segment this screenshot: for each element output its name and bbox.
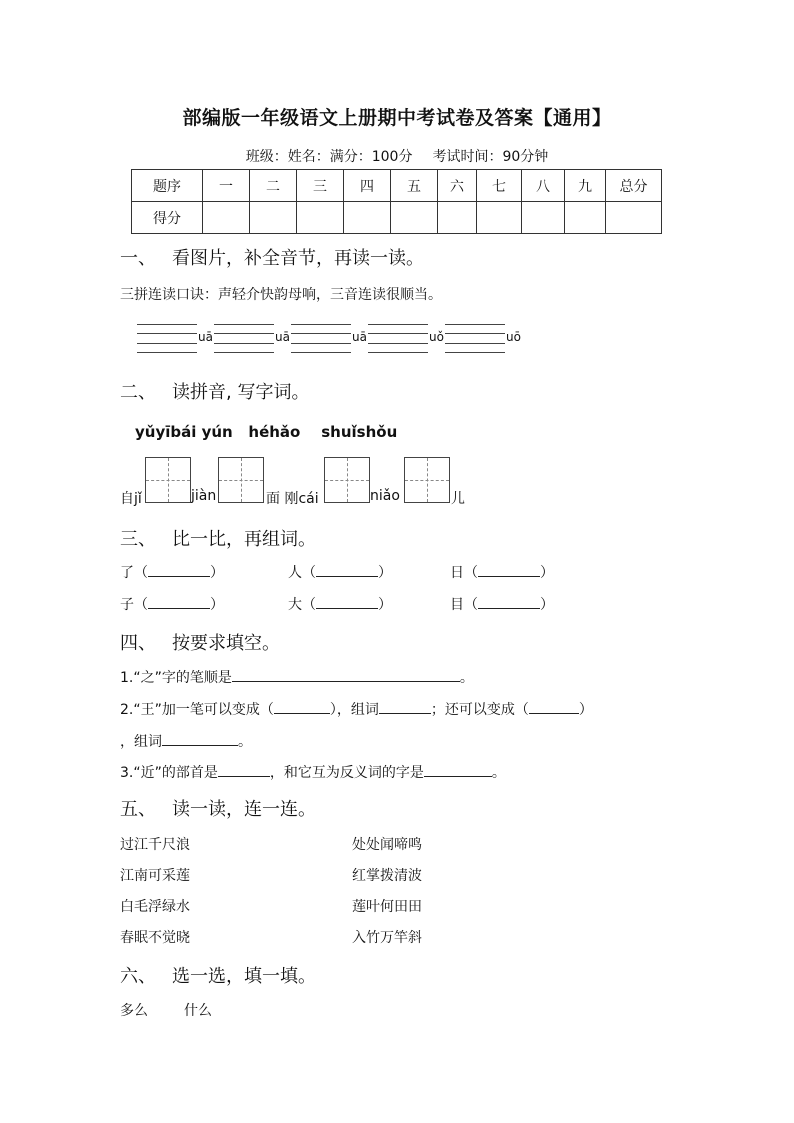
char: 子（ xyxy=(120,597,148,613)
header-cell: 七 xyxy=(477,170,522,202)
s3-row-1 xyxy=(288,562,392,582)
writing-grid[interactable] xyxy=(218,457,264,503)
q-text: ；还可以变成（ xyxy=(430,702,529,718)
blank[interactable] xyxy=(379,699,431,714)
score-cell[interactable] xyxy=(606,202,662,234)
score-cell[interactable] xyxy=(344,202,391,234)
blank[interactable] xyxy=(218,762,270,777)
q-text: ） xyxy=(578,702,593,718)
paren: ） xyxy=(210,565,224,581)
blank[interactable] xyxy=(274,699,330,714)
header-cell: 八 xyxy=(522,170,565,202)
poem-left[interactable]: 过江千尺浪 xyxy=(120,837,190,853)
section-5-heading xyxy=(120,795,316,821)
q-text: 。 xyxy=(459,670,474,686)
poem-left[interactable]: 江南可采莲 xyxy=(120,868,190,884)
header-cell: 二 xyxy=(250,170,297,202)
s1-tip: 三拼连读口诀：声轻介快韵母响，三音连读很顺当。 xyxy=(120,287,442,303)
q-text: ，和它互为反义词的字是 xyxy=(269,765,424,781)
s2-mid2: 面 刚cái xyxy=(266,491,319,507)
s6-word: 什么 xyxy=(184,1003,212,1019)
section-title: 选一选，填一填。 xyxy=(172,966,316,987)
poem-right[interactable]: 红掌拨清波 xyxy=(352,868,422,884)
final-1: uā xyxy=(198,330,213,344)
blank[interactable] xyxy=(478,562,540,577)
q-text: ），组词 xyxy=(329,702,379,718)
section-number: 一、 xyxy=(120,248,156,269)
s3-row-2 xyxy=(450,594,554,614)
blank[interactable] xyxy=(424,762,492,777)
score-cell[interactable] xyxy=(565,202,606,234)
paren: ） xyxy=(210,597,224,613)
header-cell: 九 xyxy=(565,170,606,202)
s6-word: 多么 xyxy=(120,1003,148,1019)
page-title: 部编版一年级语文上册期中考试卷及答案【通用】 xyxy=(182,107,612,129)
q-text: 1.“之”字的笔顺是 xyxy=(120,670,232,686)
header-cell: 一 xyxy=(203,170,250,202)
final-5: uō xyxy=(506,330,521,344)
row-label: 得分 xyxy=(132,202,203,234)
section-2-heading xyxy=(120,378,309,404)
s2-mid1: jiàn xyxy=(191,488,217,504)
s2-mid3: niǎo xyxy=(370,488,400,504)
section-6-heading xyxy=(120,962,316,988)
char: 人（ xyxy=(288,565,316,581)
poem-right[interactable]: 莲叶何田田 xyxy=(352,899,422,915)
char: 日（ xyxy=(450,565,478,581)
poem-left[interactable]: 白毛浮绿水 xyxy=(120,899,190,915)
blank[interactable] xyxy=(529,699,579,714)
paren: ） xyxy=(540,597,554,613)
section-title: 读拼音, 写字词。 xyxy=(172,382,310,403)
poem-right[interactable]: 入竹万竿斜 xyxy=(352,930,422,946)
blank[interactable] xyxy=(478,594,540,609)
final-2: uā xyxy=(275,330,290,344)
s3-row-2 xyxy=(288,594,392,614)
char: 目（ xyxy=(450,597,478,613)
score-table xyxy=(131,169,662,234)
section-title: 按要求填空。 xyxy=(172,633,280,654)
section-number: 五、 xyxy=(120,799,156,820)
s4-q2 xyxy=(120,699,593,719)
s2-pinyin-line: yǔyībái yún héhǎo shuǐshǒu xyxy=(135,423,398,441)
exam-time: 考试时间：90分钟 xyxy=(432,149,549,165)
blank[interactable] xyxy=(162,731,238,746)
paren: ） xyxy=(378,565,392,581)
blank[interactable] xyxy=(148,594,210,609)
section-title: 读一读，连一连。 xyxy=(172,799,316,820)
s4-q2-cont xyxy=(120,731,252,751)
poem-right[interactable]: 处处闻啼鸣 xyxy=(352,837,422,853)
poem-left[interactable]: 春眠不觉晓 xyxy=(120,930,190,946)
blank[interactable] xyxy=(316,562,378,577)
section-number: 六、 xyxy=(120,966,156,987)
header-cell: 五 xyxy=(391,170,438,202)
final-3: uā xyxy=(352,330,367,344)
score-table-header xyxy=(132,170,662,202)
exam-info xyxy=(0,146,794,166)
score-table-row xyxy=(132,202,662,234)
blank[interactable] xyxy=(148,562,210,577)
blank[interactable] xyxy=(316,594,378,609)
writing-grid[interactable] xyxy=(404,457,450,503)
section-number: 三、 xyxy=(120,529,156,550)
header-cell: 三 xyxy=(297,170,344,202)
score-cell[interactable] xyxy=(250,202,297,234)
score-cell[interactable] xyxy=(391,202,438,234)
header-cell: 题序 xyxy=(132,170,203,202)
char: 大（ xyxy=(288,597,316,613)
paren: ） xyxy=(540,565,554,581)
section-3-heading xyxy=(120,525,316,551)
section-title: 比一比，再组词。 xyxy=(172,529,316,550)
q-text: ，组词 xyxy=(120,734,162,750)
s2-prefix: 自jǐ xyxy=(120,491,142,507)
q-text: 。 xyxy=(238,734,252,750)
header-cell: 总分 xyxy=(606,170,662,202)
s2-suffix: 儿 xyxy=(451,491,465,507)
score-cell[interactable] xyxy=(477,202,522,234)
s3-row-1 xyxy=(120,562,224,582)
blank[interactable] xyxy=(232,667,460,682)
q-text: 。 xyxy=(491,765,506,781)
char: 了（ xyxy=(120,565,148,581)
paren: ） xyxy=(378,597,392,613)
q-text: 3.“近”的部首是 xyxy=(120,765,218,781)
s4-q3 xyxy=(120,762,506,782)
section-1-heading xyxy=(120,244,424,270)
q-text: 2.“王”加一笔可以变成（ xyxy=(120,702,274,718)
writing-grid[interactable] xyxy=(145,457,191,503)
s4-q1 xyxy=(120,667,474,687)
header-cell: 六 xyxy=(438,170,477,202)
section-title: 看图片，补全音节，再读一读。 xyxy=(172,248,424,269)
score-cell[interactable] xyxy=(297,202,344,234)
section-number: 四、 xyxy=(120,633,156,654)
score-cell[interactable] xyxy=(203,202,250,234)
section-number: 二、 xyxy=(120,382,156,403)
s3-row-2 xyxy=(120,594,224,614)
final-4: uǒ xyxy=(429,330,444,344)
section-4-heading xyxy=(120,629,280,655)
class-info: 班级：姓名：满分：100分 xyxy=(245,149,413,165)
s3-row-1 xyxy=(450,562,554,582)
score-cell[interactable] xyxy=(438,202,477,234)
writing-grid[interactable] xyxy=(324,457,370,503)
score-cell[interactable] xyxy=(522,202,565,234)
header-cell: 四 xyxy=(344,170,391,202)
